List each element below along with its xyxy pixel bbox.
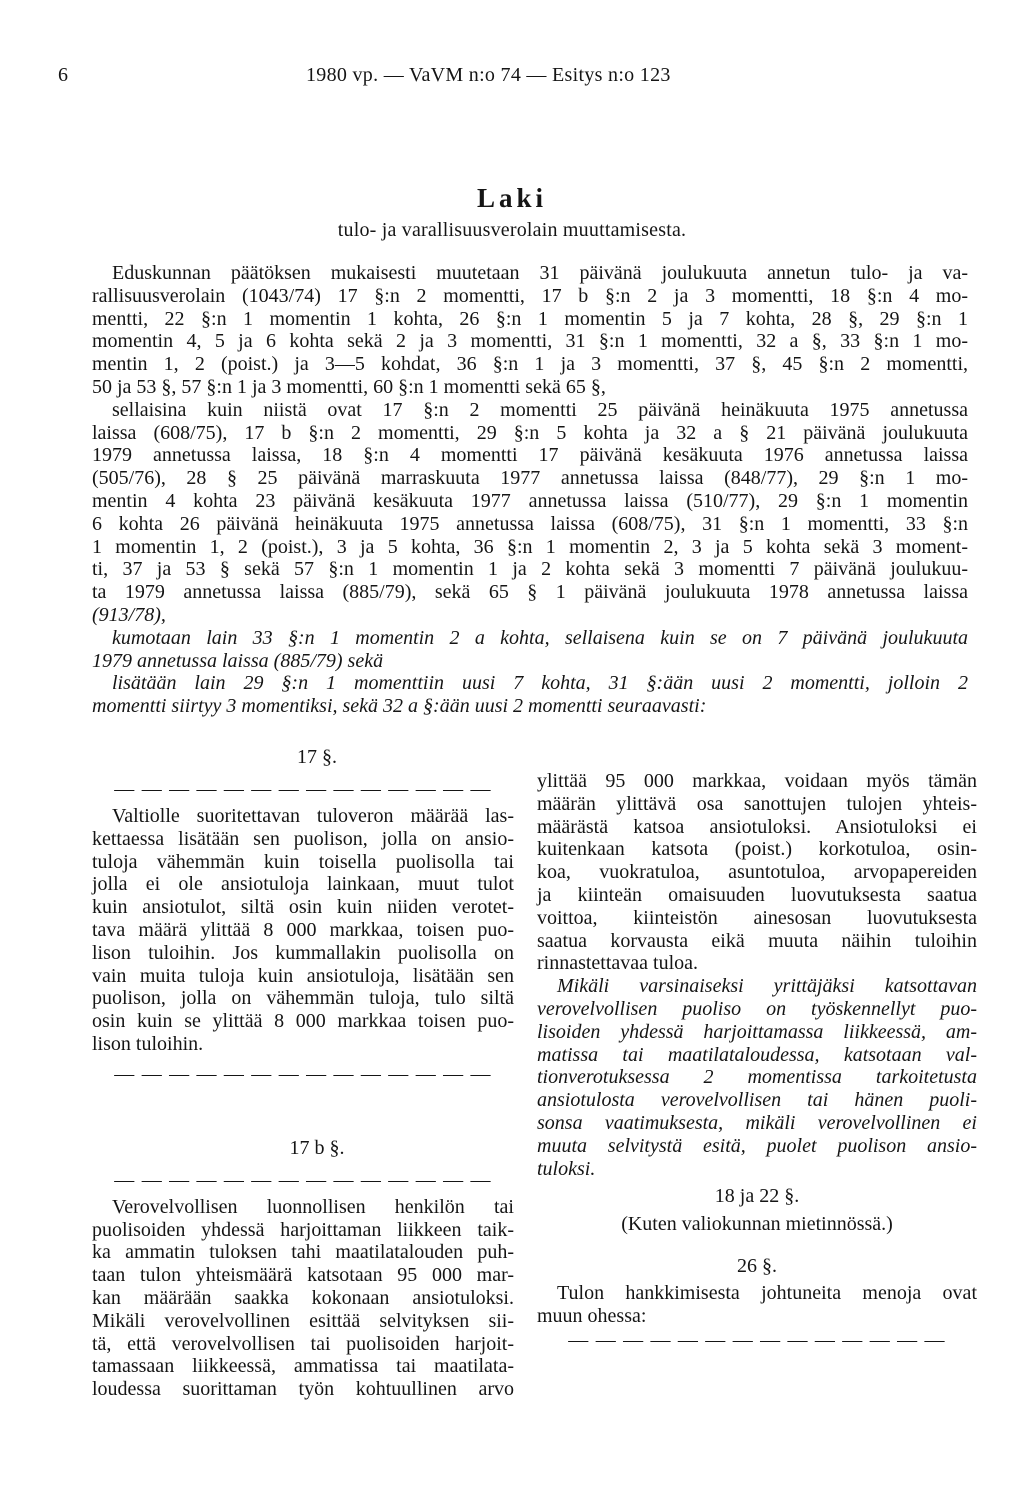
text-line: määrästä katsoa ansiotuloksi. Ansiotuloksi ei bbox=[537, 815, 977, 838]
text-line: mentin 1, 2 (poist.) ja 3—5 kohdat, 36 §:n 1 ja 3 momentti, 37 §, 45 §:n 2 momentti, bbox=[92, 353, 968, 376]
text-line: (913/78), bbox=[92, 603, 166, 626]
section-26-text bbox=[537, 1282, 977, 1328]
text-line: 1979 annetussa laissa, 18 §:n 4 momentti 17 päivänä kesäkuuta 1976 annetussa laissa bbox=[92, 444, 968, 467]
left-column bbox=[92, 745, 514, 1401]
law-subtitle: tulo- ja varallisuusverolain muuttamisesta. bbox=[337, 219, 687, 241]
section-17b-heading: 17 b §. bbox=[289, 1136, 345, 1159]
text-line: momentti siirtyy 3 momentiksi, sekä 32 a §:ään uusi 2 momentti seuraavasti: bbox=[92, 695, 707, 718]
text-line: tuloja vähemmän kuin toisella puolisolla tai bbox=[92, 850, 514, 873]
text-line: verovelvollisen puoliso on työskennellyt puo- bbox=[537, 997, 977, 1020]
omission-dashes: — — — — — — — — — — — — — — bbox=[114, 1168, 492, 1191]
text-line: kumotaan lain 33 §:n 1 momentin 2 a kohta, sellaisena kuin se on 7 päivänä joulukuuta bbox=[112, 626, 968, 649]
text-line: määrän ylittävä osa sanottujen tulojen yhteis- bbox=[537, 792, 977, 815]
text-line: mentin 4 kohta 23 päivänä kesäkuuta 1977 annetussa laissa (510/77), 29 §:n 1 momentin bbox=[92, 489, 968, 512]
text-line: tamassaan liikkeessä, ammatissa tai maatilata- bbox=[92, 1355, 514, 1378]
text-line: ka ammatin tuloksen tahi maatilatalouden puh- bbox=[92, 1241, 514, 1264]
text-line: matissa tai maatilataloudessa, katsotaan val- bbox=[537, 1043, 977, 1066]
text-line: ansiotulosta verovelvollisen tai hänen puoli- bbox=[537, 1089, 977, 1112]
text-line: muun ohessa: bbox=[537, 1305, 647, 1328]
text-line: kuitenkaan katsota (poist.) korkotuloa, osin- bbox=[537, 838, 977, 861]
text-line: lison tuloihin. bbox=[92, 1032, 204, 1055]
text-line: momentin 4, 5 ja 6 kohta sekä 2 ja 3 momentti, 31 §:n 1 momentti, 32 a §, 33 §:n 1 mo- bbox=[92, 330, 968, 353]
enactment-clause bbox=[92, 262, 968, 718]
text-line: tava määrä ylittää 8 000 markkaa, toisen puo- bbox=[92, 918, 514, 941]
text-line: 6 kohta 26 päivänä heinäkuuta 1975 annetussa laissa (608/75), 31 §:n 1 momentti, 33 §:n bbox=[92, 512, 968, 535]
section-17b-text bbox=[92, 1196, 514, 1401]
text-line: lison tuloihin. Jos kummallakin puolisolla on bbox=[92, 941, 514, 964]
text-line: ta 1979 annetussa laissa (885/79), sekä 65 § 1 päivänä joulukuuta 1978 annetussa laissa bbox=[92, 581, 968, 604]
text-line: taan tulon yhteismäärä katsotaan 95 000 mar- bbox=[92, 1264, 514, 1287]
text-line: Verovelvollisen luonnollisen henkilön tai bbox=[112, 1195, 514, 1218]
text-line: kan määrään saakka kokonaan ansiotuloksi. bbox=[92, 1286, 514, 1309]
right-column bbox=[537, 770, 977, 1350]
section-18-22-note: (Kuten valiokunnan mietinnössä.) bbox=[621, 1213, 893, 1236]
text-line: puolison, jolla on vähemmän tuloja, tulo siltä bbox=[92, 987, 514, 1010]
text-line: tuloksi. bbox=[537, 1157, 596, 1180]
page-number: 6 bbox=[58, 64, 68, 86]
text-line: rinnastettavaa tuloa. bbox=[537, 952, 699, 975]
text-line: ylittää 95 000 markkaa, voidaan myös tämän bbox=[537, 770, 977, 792]
omission-dashes: — — — — — — — — — — — — — — bbox=[114, 778, 492, 800]
text-line: 50 ja 53 §, 57 §:n 1 ja 3 momentti, 60 §:n 1 momentti sekä 65 §, bbox=[92, 375, 606, 398]
text-line: vain muita tuloja kuin ansiotuloja, lisätään sen bbox=[92, 964, 514, 987]
text-line: sellaisina kuin niistä ovat 17 §:n 2 momentti 25 päivänä heinäkuuta 1975 annetussa bbox=[112, 398, 968, 421]
text-line: osin kuin se ylittää 8 000 markkaa toisen puo- bbox=[92, 1010, 514, 1033]
omission-dashes: — — — — — — — — — — — — — — bbox=[114, 1062, 492, 1085]
text-line: Mikäli varsinaiseksi yrittäjäksi katsottavan bbox=[557, 975, 977, 998]
text-line: puolisoiden yhdessä harjoittaman liikkeen taik- bbox=[92, 1218, 514, 1241]
section-17-heading: 17 §. bbox=[297, 746, 337, 768]
text-line: kuin ansiotulot, siltä osin kuin niiden verotet- bbox=[92, 896, 514, 919]
text-line: tionverotuksessa 2 momentissa tarkoitetusta bbox=[537, 1066, 977, 1089]
text-line: Valtiolle suoritettavan tuloveron määrää las- bbox=[112, 805, 514, 827]
text-line: koa, vuokratuloa, asuntotuloa, arvopapereiden bbox=[537, 861, 977, 884]
text-line: ti, 37 ja 53 § sekä 57 §:n 1 momentin 1 ja 2 kohta sekä 3 momentti 7 päivänä joulukuu- bbox=[92, 558, 968, 581]
text-line: voittoa, kiinteistön ainesosan luovutuksesta bbox=[537, 906, 977, 929]
text-line: rallisuusverolain (1043/74) 17 §:n 2 momentti, 17 b §:n 2 ja 3 momentti, 18 §:n 4 mo- bbox=[92, 284, 968, 307]
text-line: saatua korvausta eikä muuta näihin tuloihin bbox=[537, 929, 977, 952]
text-line: kettaessa lisätään sen puolison, jolla on ansio- bbox=[92, 827, 514, 850]
section-17b-new-moment bbox=[537, 975, 977, 1180]
omission-dashes: — — — — — — — — — — — — — — bbox=[568, 1328, 946, 1351]
section-17b-continuation bbox=[537, 770, 977, 975]
text-line: Tulon hankkimisesta johtuneita menoja ovat bbox=[557, 1282, 977, 1305]
running-head: 1980 vp. — VaVM n:o 74 — Esitys n:o 123 bbox=[306, 64, 671, 86]
text-line: ja kiinteän omaisuuden luovutuksesta saatua bbox=[537, 883, 977, 906]
text-line: sonsa vaatimuksesta, mikäli verovelvollinen ei bbox=[537, 1111, 977, 1134]
section-26-heading: 26 §. bbox=[737, 1255, 777, 1278]
text-line: (505/76), 28 § 25 päivänä marraskuuta 1977 annetussa laissa (848/77), 29 §:n 1 mo- bbox=[92, 467, 968, 490]
text-line: Mikäli verovelvollinen esittää selvityksen sii- bbox=[92, 1309, 514, 1332]
text-line: muuta selvitystä esitä, puolet puolison ansio- bbox=[537, 1134, 977, 1157]
text-line: loudessa suorittaman työn kohtuullinen arvo bbox=[92, 1378, 514, 1401]
section-18-22-heading: 18 ja 22 §. bbox=[714, 1185, 800, 1208]
law-title: Laki bbox=[476, 183, 548, 213]
section-17-text bbox=[92, 805, 514, 1056]
text-line: Eduskunnan päätöksen mukaisesti muutetaan 31 päivänä joulukuuta annetun tulo- ja va- bbox=[112, 262, 968, 284]
text-line: tä, että verovelvollisen tai puolisoiden harjoit- bbox=[92, 1332, 514, 1355]
text-line: lisätään lain 29 §:n 1 momenttiin uusi 7 kohta, 31 §:ään uusi 2 momentti, jolloin 2 bbox=[112, 672, 968, 695]
text-line: mentti, 22 §:n 1 momentin 1 kohta, 26 §:n 1 momentin 5 ja 7 kohta, 28 §, 29 §:n 1 bbox=[92, 307, 968, 330]
text-line: 1979 annetussa laissa (885/79) sekä bbox=[92, 649, 384, 672]
text-line: jolla ei ole ansiotuloja lainkaan, muut tulot bbox=[92, 873, 514, 896]
text-line: laissa (608/75), 17 b §:n 2 momentti, 29 §:n 5 kohta ja 32 a § 21 päivänä joulukuuta bbox=[92, 421, 968, 444]
text-line: 1 momentin 1, 2 (poist.), 3 ja 5 kohta, 36 §:n 1 momentin 2, 3 ja 5 kohta sekä 3 moment- bbox=[92, 535, 968, 558]
text-line: lisoiden yhdessä harjoittamassa liikkeessä, am- bbox=[537, 1020, 977, 1043]
